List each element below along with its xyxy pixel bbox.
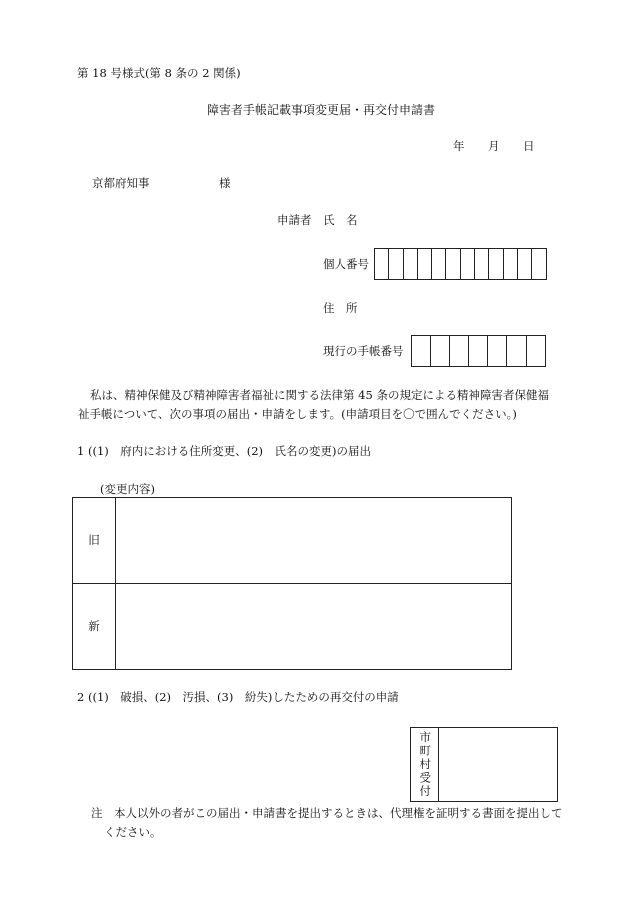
digit-box[interactable] [526,336,545,366]
digit-box[interactable] [488,249,502,279]
applicant-label: 申請者 [277,213,312,227]
digit-box[interactable] [417,249,431,279]
note-text: 注 本人以外の者がこの届出・申請書を提出するときは、代理権を証明する書面を提出してください。 [91,806,563,839]
municipality-reception-stamp-box[interactable] [410,727,558,802]
digit-box[interactable] [503,249,517,279]
section2-heading: 2 ((1) 破損、(2) 汚損、(3) 紛失)したための再交付の申請 [77,690,399,704]
digit-box[interactable] [430,336,449,366]
section1-heading: 1 ((1) 府内における住所変更、(2) 氏名の変更)の届出 [77,444,372,458]
digit-box[interactable] [411,336,430,366]
old-value-field[interactable] [116,498,512,584]
digit-box[interactable] [388,249,402,279]
date-year-label: 年 [453,139,465,153]
digit-box[interactable] [468,336,487,366]
personal-number-label: 個人番号 [323,257,369,271]
personal-number-boxes[interactable] [374,248,547,280]
change-content-label: (変更内容) [100,482,155,496]
current-booklet-number-label: 現行の手帳番号 [323,344,404,358]
form-title: 障害者手帳記載事項変更届・再交付申請書 [207,103,436,117]
digit-box[interactable] [403,249,417,279]
municipality-reception-label: 市町村受付 [418,730,433,799]
new-label: 新 [73,584,116,670]
digit-box[interactable] [517,249,531,279]
addressee-honorific: 様 [219,176,231,190]
date-day-label: 日 [523,139,535,153]
digit-box[interactable] [374,249,388,279]
statement-paragraph: 私は、精神保健及び精神障害者福祉に関する法律第 45 条の規定による精神障害者保健福祉手帳について、次の事項の届出・申請をします。(申請項目を〇で囲んでください。) [78,388,549,421]
digit-box[interactable] [449,336,468,366]
addressee-governor: 京都府知事 [92,176,150,190]
form-number: 第 18 号様式(第 8 条の 2 関係) [77,66,241,80]
digit-box[interactable] [445,249,459,279]
digit-box[interactable] [531,249,545,279]
date-month-label: 月 [488,139,500,153]
new-value-field[interactable] [116,584,512,670]
digit-box[interactable] [474,249,488,279]
digit-box[interactable] [460,249,474,279]
name-label: 氏 名 [323,213,358,227]
change-table [72,497,512,670]
digit-box[interactable] [431,249,445,279]
digit-box[interactable] [487,336,506,366]
address-label: 住 所 [323,301,358,315]
booklet-number-boxes[interactable] [411,335,546,367]
old-label: 旧 [73,498,116,584]
digit-box[interactable] [506,336,525,366]
